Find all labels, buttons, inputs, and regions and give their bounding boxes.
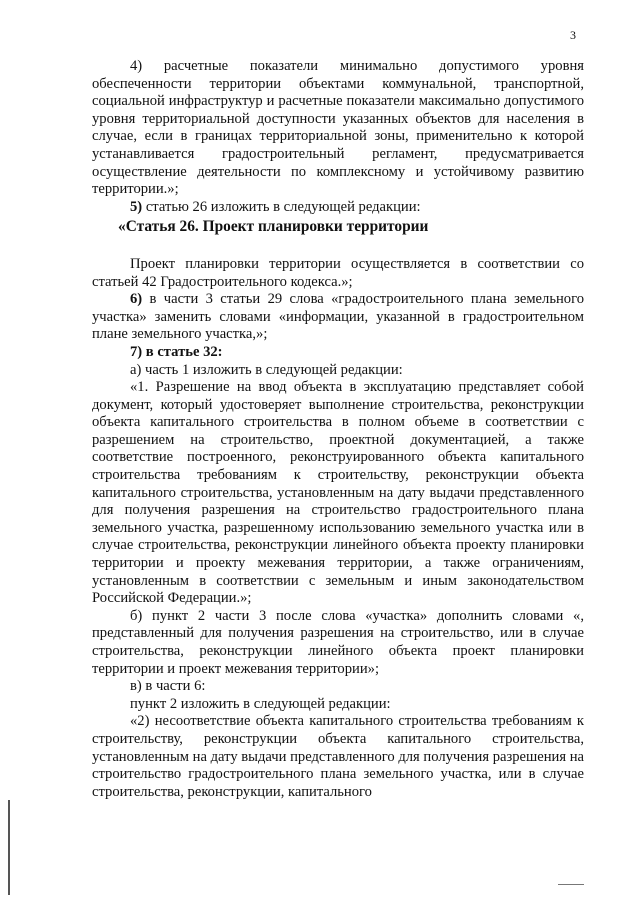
item-number: 5) xyxy=(130,198,143,215)
paragraph-point-2-text: «2) несоответствие объекта капитального строительства требованиям к строительству, реконструкции объекта капитального строительства, установленным на дату выдачи представленного для получения разрешения на строительство градостроительного плана земельного участка, или в случае строительства, реконструкции, капитального xyxy=(92,713,585,800)
paragraph-item-4: 4) расчетные показатели минимально допустимого уровня обеспеченности территории объектами коммунальной, транспортной, социальной инфраструктур и расчетные показатели максимально допустимого уровня территориальной доступности указанных объектов для населения в случае, если в границах территориальной зоны, применительно к которой устанавливается градостроительный регламент, предусматривается осуществление деятельности по комплексному и устойчивому развитию территории.»; xyxy=(92,58,584,198)
paragraph-item-5 xyxy=(92,199,584,217)
item-text: статью 26 изложить в следующей редакции: xyxy=(142,198,421,215)
page-number: 3 xyxy=(570,28,576,42)
paragraph-article-26-text: Проект планировки территории осуществляется в соответствии со статьей 42 Градостроительного кодекса.»; xyxy=(92,255,584,290)
paragraph-subitem-a: а) часть 1 изложить в следующей редакции: xyxy=(130,361,403,378)
paragraph-subitem-v: в) в части 6: xyxy=(130,678,206,695)
item-text: в части 3 статьи 29 слова «градостроительного плана земельного участка» заменить словами «информации, указанной в градостроительном плане земельного участка,»; xyxy=(92,291,584,343)
scan-margin-tick xyxy=(558,884,584,885)
paragraph-point-2-intro: пункт 2 изложить в следующей редакции: xyxy=(130,695,391,712)
paragraph-part-1: «1. Разрешение на ввод объекта в эксплуатацию представляет собой документ, который удостоверяет выполнение строительства, реконструкции объекта капитального строительства в полном объеме в соответствии с разрешением на строительство, проектной документацией, а также соответствие построенного, реконструированного объекта капитального строительства требованиям к строительству, реконструкции объекта капитального строительства, установленным на дату выдачи представленного для получения разрешения на строительство градостроительного плана земельного участка, разрешенному использованию земельного участка или в случае строительства, реконструкции линейного объекта проекту планировки территории и проекту межевания территории, а также ограничениям, установленным в соответствии с земельным и иным законодательством Российской Федерации.»; xyxy=(92,379,584,607)
paragraph-subitem-b: б) пункт 2 части 3 после слова «участка» дополнить словами «, представленный для получения разрешения на строительство, или в случае строительства, реконструкции линейного объекта проект планировки территории и проект межевания территории»; xyxy=(92,607,584,677)
spacer xyxy=(92,236,584,256)
paragraph-item-7: 7) в статье 32: xyxy=(130,343,223,360)
item-number: 6) xyxy=(130,291,143,308)
document-body xyxy=(92,58,584,801)
paragraph-item-6 xyxy=(92,291,584,344)
article-heading: «Статья 26. Проект планировки территории xyxy=(118,218,429,236)
scan-margin-line xyxy=(8,800,10,895)
